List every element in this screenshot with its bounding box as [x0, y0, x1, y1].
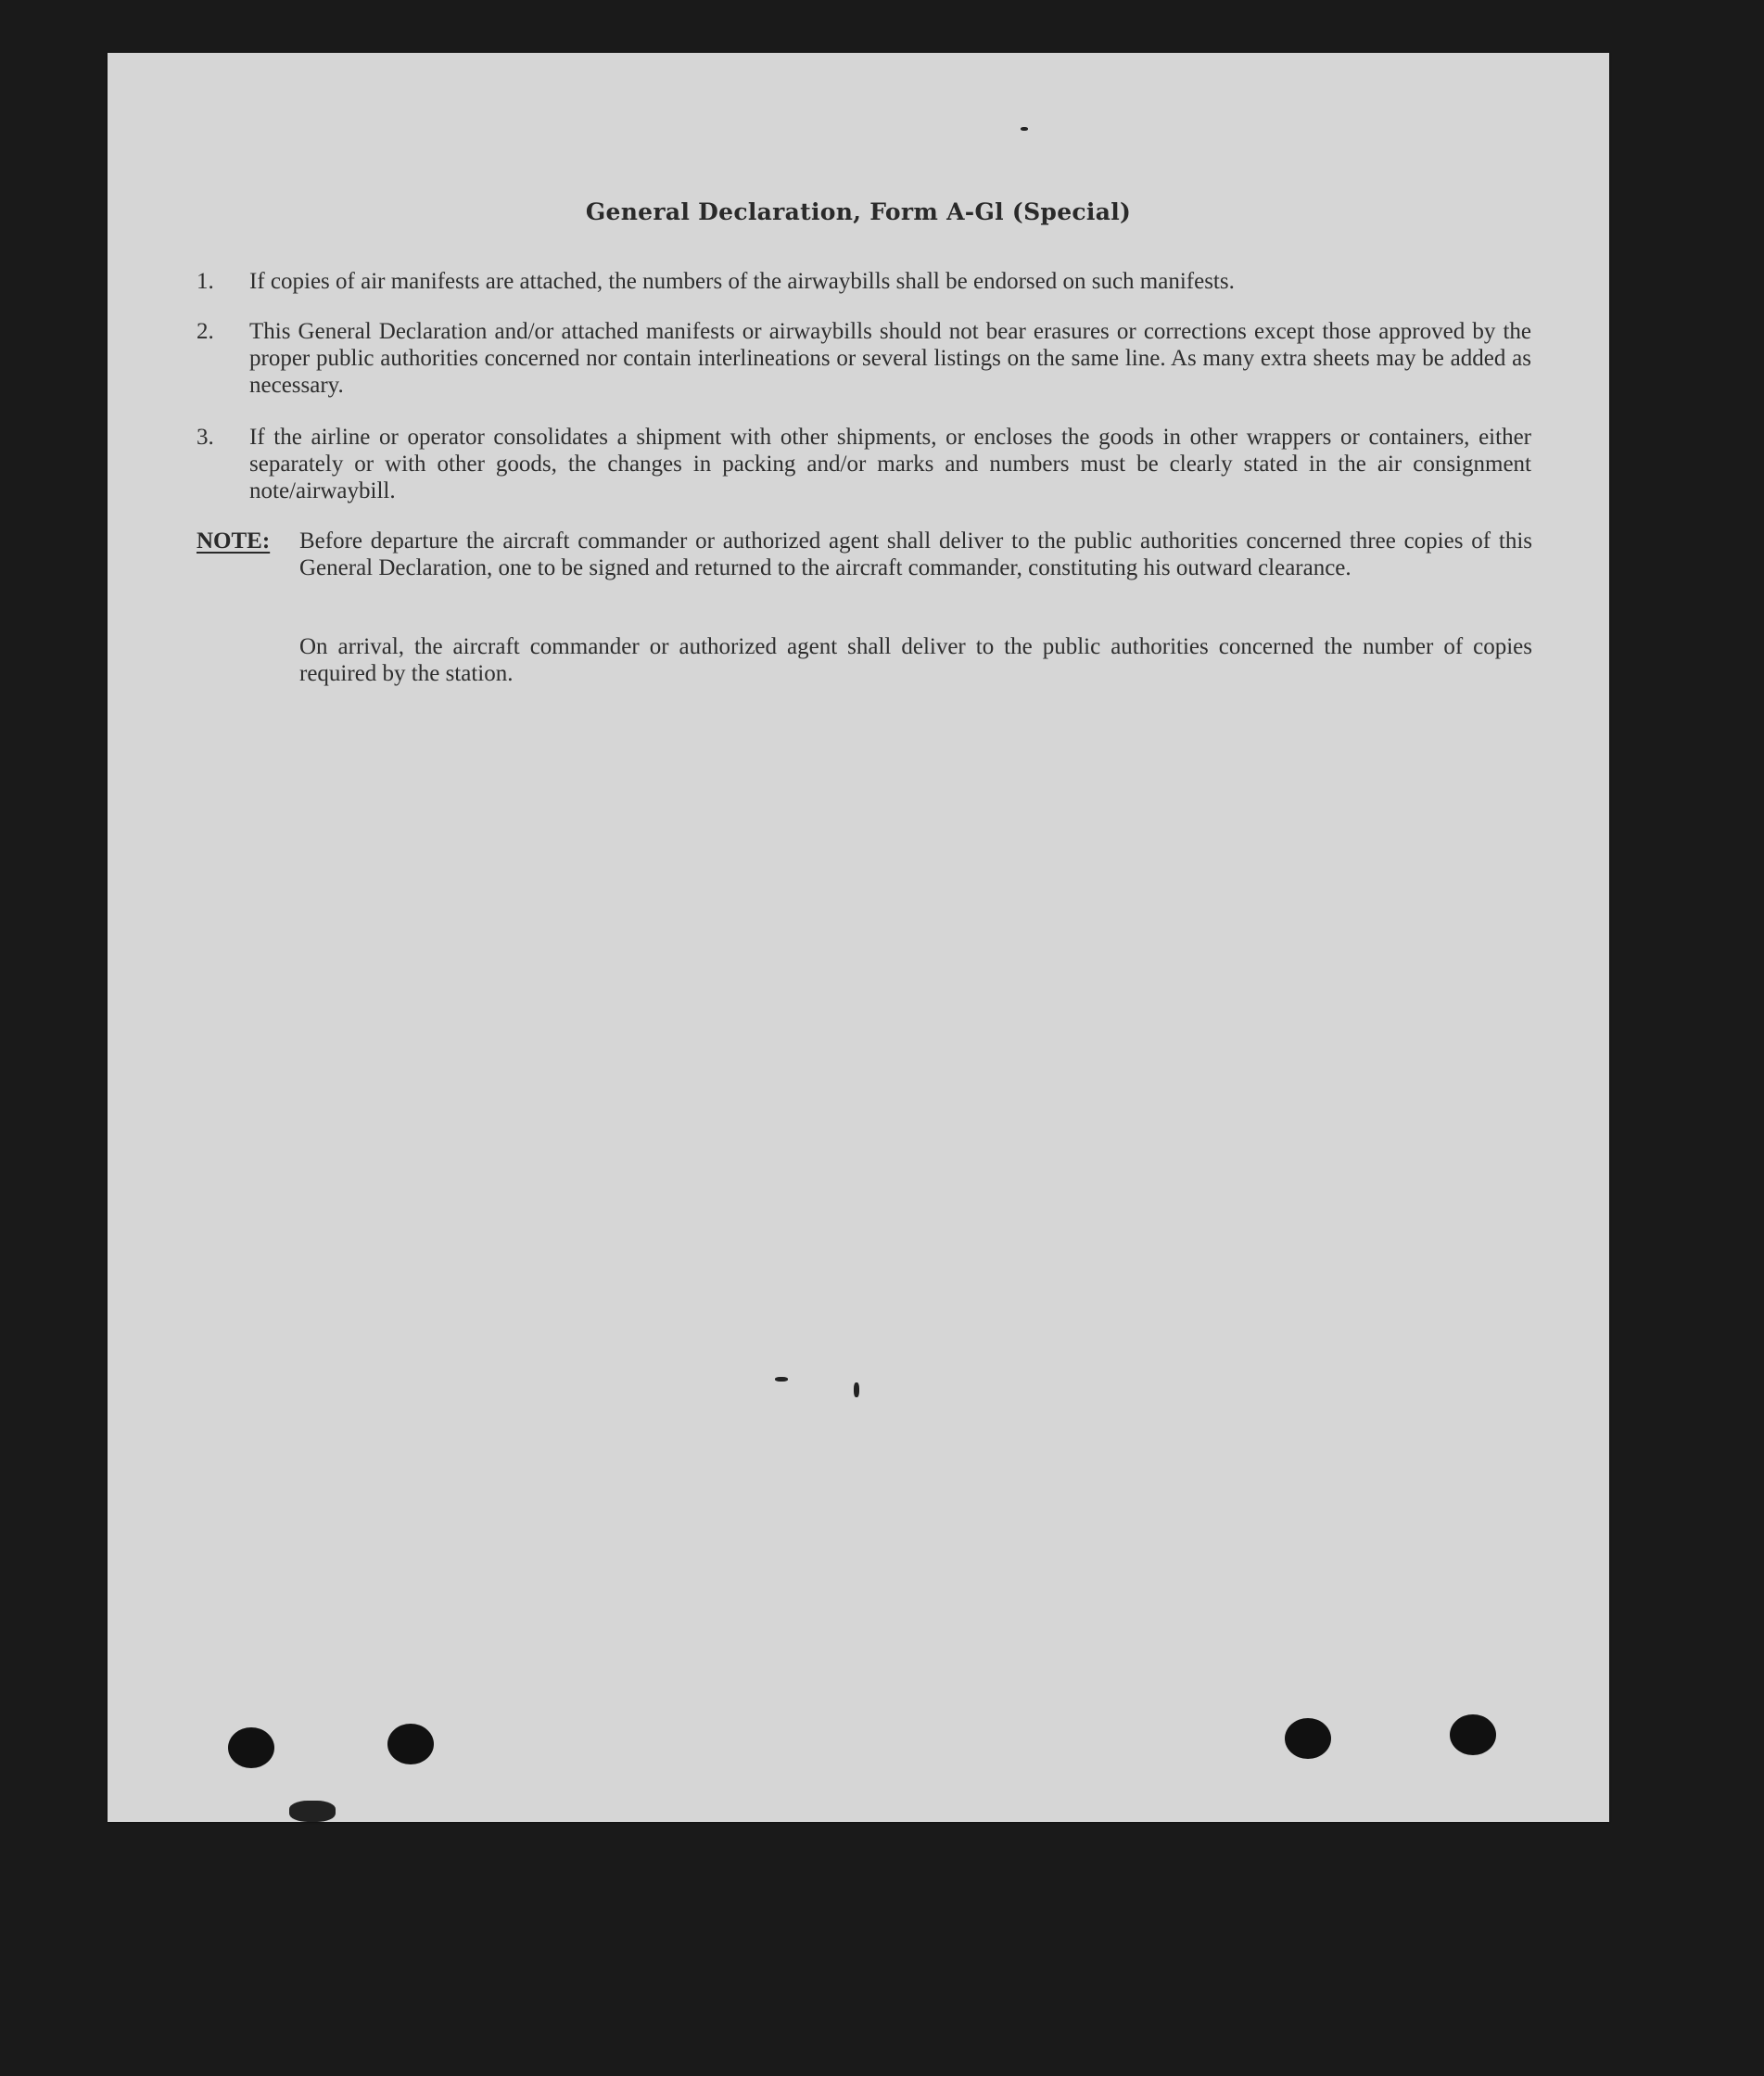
- ink-speck: [775, 1377, 788, 1382]
- item-number: 2.: [197, 319, 214, 344]
- punch-hole: [1285, 1718, 1331, 1759]
- item-number: 3.: [197, 425, 214, 450]
- item-text: If copies of air manifests are attached, the numbers of the airwaybills shall be endorsed on such manifests.: [249, 269, 1235, 294]
- note-paragraph: On arrival, the aircraft commander or authorized agent shall deliver to the public authorities concerned the number of copies required by the station.: [299, 634, 1532, 686]
- ink-speck: [289, 1801, 336, 1822]
- item-number: 1.: [197, 269, 214, 294]
- note-paragraph: Before departure the aircraft commander or authorized agent shall deliver to the public authorities concerned three copies of this General Declaration, one to be signed and returned to the aircraft commander, constituting his outward clearance.: [299, 529, 1532, 580]
- item-text: This General Declaration and/or attached manifests or airwaybills should not bear erasures or corrections except those approved by the proper public authorities concerned nor contain interlineations or several listings on the same line. As many extra sheets may be added as necessary.: [249, 319, 1531, 398]
- list-item: [197, 318, 1531, 399]
- document-page: [108, 53, 1609, 1822]
- ink-speck: [854, 1382, 859, 1397]
- punch-hole: [228, 1727, 274, 1768]
- list-item: [197, 424, 1531, 504]
- ink-speck: [1021, 127, 1028, 131]
- list-item: [197, 268, 1531, 295]
- document-title: General Declaration, Form A-Gl (Special): [585, 198, 1132, 225]
- punch-hole: [387, 1724, 434, 1764]
- item-text: If the airline or operator consolidates a shipment with other shipments, or encloses the goods in other wrappers or containers, either separately or with other goods, the changes in packing and/or marks and numbers must be clearly stated in the air consignment note/airwaybill.: [249, 425, 1531, 503]
- punch-hole: [1450, 1714, 1496, 1755]
- note-label: NOTE:: [197, 529, 271, 554]
